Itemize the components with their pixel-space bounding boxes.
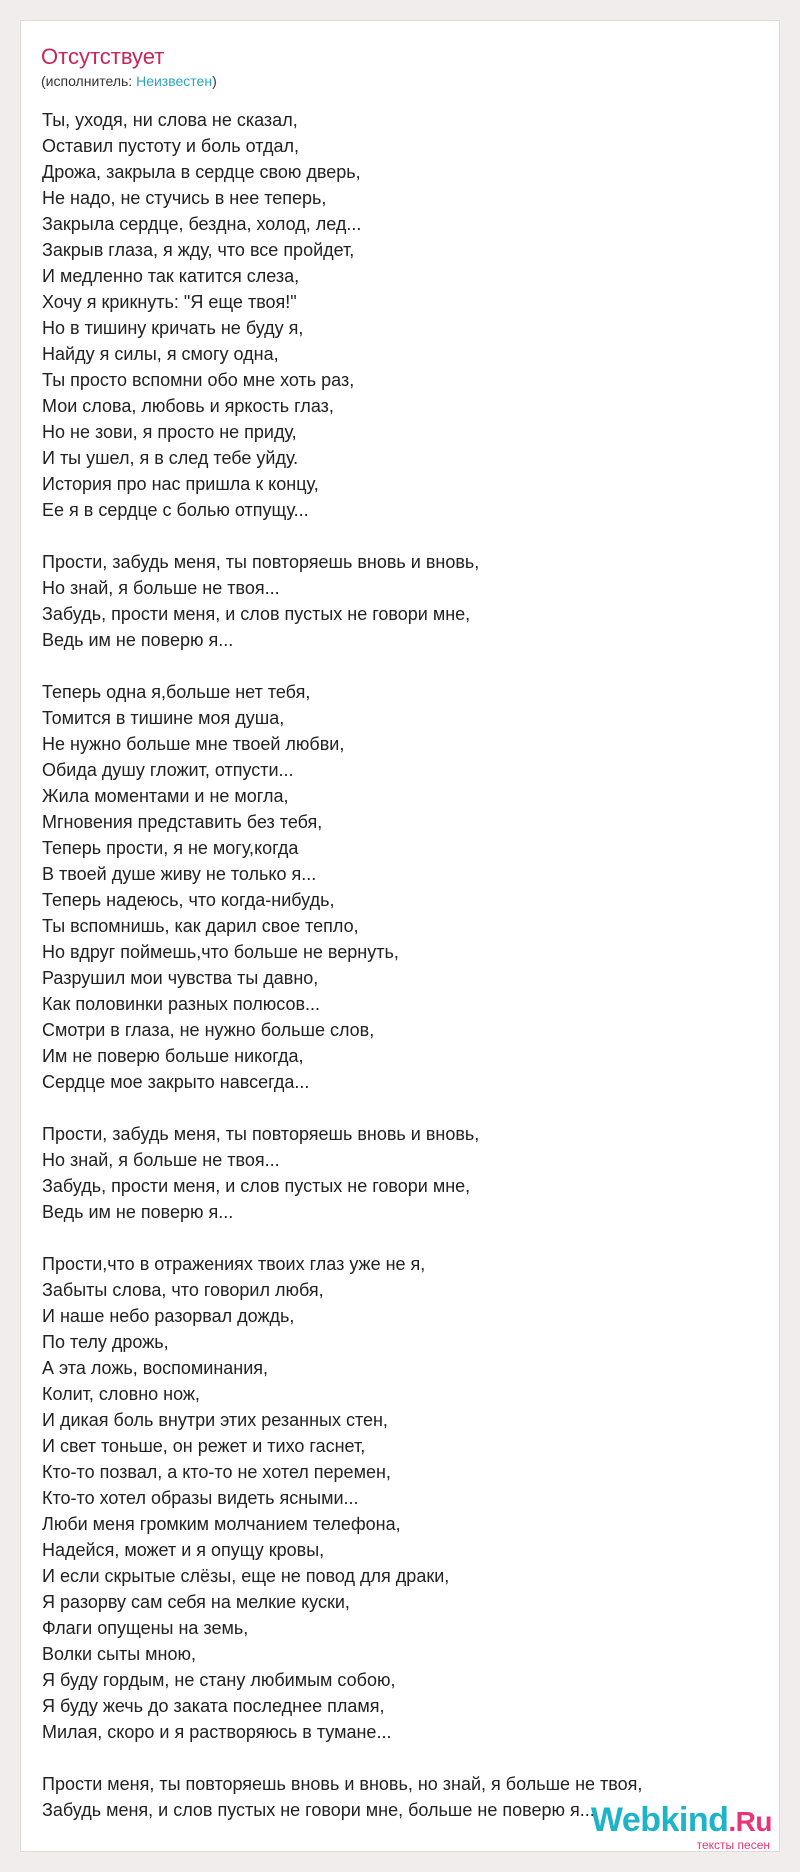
artist-suffix: ) [212, 73, 217, 89]
lyric-line: И свет тоньше, он режет и тихо гаснет, [42, 1436, 366, 1456]
lyric-line: Но знай, я больше не твоя... [42, 1150, 280, 1170]
lyric-line: Закрыв глаза, я жду, что все пройдет, [42, 240, 355, 260]
lyric-line: И дикая боль внутри этих резанных стен, [42, 1410, 388, 1430]
stanza-break [42, 1095, 642, 1121]
lyric-line: Хочу я крикнуть: "Я еще твоя!" [42, 292, 297, 312]
lyric-line: Флаги опущены на земь, [42, 1618, 249, 1638]
logo-tagline: тексты песен [696, 1838, 770, 1852]
lyric-line: Дрожа, закрыла в сердце свою дверь, [42, 162, 361, 182]
lyric-line: В твоей душе живу не только я... [42, 864, 317, 884]
lyric-line: Ведь им не поверю я... [42, 630, 234, 650]
lyric-line: По телу дрожь, [42, 1332, 169, 1352]
lyric-line: Ведь им не поверю я... [42, 1202, 234, 1222]
lyric-line: Я буду жечь до заката последнее пламя, [42, 1696, 385, 1716]
lyric-line: Мгновения представить без тебя, [42, 812, 323, 832]
lyric-line: Не надо, не стучись в нее теперь, [42, 188, 327, 208]
lyric-line: Надейся, может и я опущу кровы, [42, 1540, 325, 1560]
site-logo[interactable] [591, 1802, 772, 1852]
lyric-line: Прости, забудь меня, ты повторяешь вновь и вновь, [42, 552, 480, 572]
logo-wordmark [591, 1802, 772, 1840]
lyric-line: А эта ложь, воспоминания, [42, 1358, 269, 1378]
lyric-line: Им не поверю больше никогда, [42, 1046, 304, 1066]
lyric-line: Теперь прости, я не могу,когда [42, 838, 299, 858]
lyric-line: Обида душу гложит, отпусти... [42, 760, 294, 780]
logo-tld: .Ru [728, 1806, 772, 1837]
lyric-line: Прости меня, ты повторяешь вновь и вновь, но знай, я больше не твоя, [42, 1774, 643, 1794]
song-title: Отсутствует [41, 44, 165, 69]
lyric-line: Но вдруг поймешь,что больше не вернуть, [42, 942, 399, 962]
lyric-line: И ты ушел, я в след тебе уйду. [42, 448, 299, 468]
lyric-line: Не нужно больше мне твоей любви, [42, 734, 345, 754]
lyric-line: И медленно так катится слеза, [42, 266, 300, 286]
lyric-line: Мои слова, любовь и яркость глаз, [42, 396, 334, 416]
lyric-line: Колит, словно нож, [42, 1384, 200, 1404]
lyric-line: Забудь, прости меня, и слов пустых не говори мне, [42, 1176, 471, 1196]
lyrics-block [42, 107, 642, 1823]
lyric-line: Но в тишину кричать не буду я, [42, 318, 304, 338]
lyric-line: Томится в тишине моя душа, [42, 708, 285, 728]
stanza-break [42, 523, 642, 549]
lyric-line: Как половинки разных полюсов... [42, 994, 321, 1014]
lyric-line: Я разорву сам себя на мелкие куски, [42, 1592, 350, 1612]
lyric-line: Сердце мое закрыто навсегда... [42, 1072, 310, 1092]
lyric-line: Но знай, я больше не твоя... [42, 578, 280, 598]
stanza-break [42, 1225, 642, 1251]
lyric-line: Ее я в сердце с болью отпущу... [42, 500, 309, 520]
lyric-line: Забудь меня, и слов пустых не говори мне, больше не поверю я... [42, 1800, 595, 1820]
lyric-line: Забудь, прости меня, и слов пустых не говори мне, [42, 604, 471, 624]
lyric-line: Жила моментами и не могла, [42, 786, 289, 806]
lyric-line: Ты, уходя, ни слова не сказал, [42, 110, 298, 130]
lyric-line: Ты просто вспомни обо мне хоть раз, [42, 370, 355, 390]
lyric-line: История про нас пришла к концу, [42, 474, 319, 494]
lyric-line: Люби меня громким молчанием телефона, [42, 1514, 401, 1534]
artist-prefix: (исполнитель: [41, 73, 137, 89]
artist-line [41, 72, 217, 90]
lyric-line: И наше небо разорвал дождь, [42, 1306, 295, 1326]
lyric-line: Милая, скоро и я растворяюсь в тумане... [42, 1722, 392, 1742]
artist-link[interactable]: Неизвестен [136, 73, 213, 89]
logo-brand: Webkind [590, 1801, 729, 1839]
lyric-line: Но не зови, я просто не приду, [42, 422, 297, 442]
lyric-line: Теперь одна я,больше нет тебя, [42, 682, 311, 702]
lyric-line: Я буду гордым, не стану любимым собою, [42, 1670, 396, 1690]
lyric-line: Смотри в глаза, не нужно больше слов, [42, 1020, 375, 1040]
lyric-line: Оставил пустоту и боль отдал, [42, 136, 299, 156]
lyric-line: Теперь надеюсь, что когда-нибудь, [42, 890, 335, 910]
stanza-break [42, 653, 642, 679]
lyric-line: И если скрытые слёзы, еще не повод для драки, [42, 1566, 450, 1586]
lyric-line: Закрыла сердце, бездна, холод, лед... [42, 214, 362, 234]
lyric-line: Прости, забудь меня, ты повторяешь вновь и вновь, [42, 1124, 480, 1144]
lyric-line: Разрушил мои чувства ты давно, [42, 968, 319, 988]
lyric-line: Прости,что в отражениях твоих глаз уже не я, [42, 1254, 426, 1274]
lyric-line: Волки сыты мною, [42, 1644, 197, 1664]
stanza-break [42, 1745, 642, 1771]
lyric-line: Найду я силы, я смогу одна, [42, 344, 279, 364]
lyric-line: Ты вспомнишь, как дарил свое тепло, [42, 916, 359, 936]
lyric-line: Забыты слова, что говорил любя, [42, 1280, 324, 1300]
lyric-line: Кто-то хотел образы видеть ясными... [42, 1488, 359, 1508]
lyric-line: Кто-то позвал, а кто-то не хотел перемен, [42, 1462, 391, 1482]
